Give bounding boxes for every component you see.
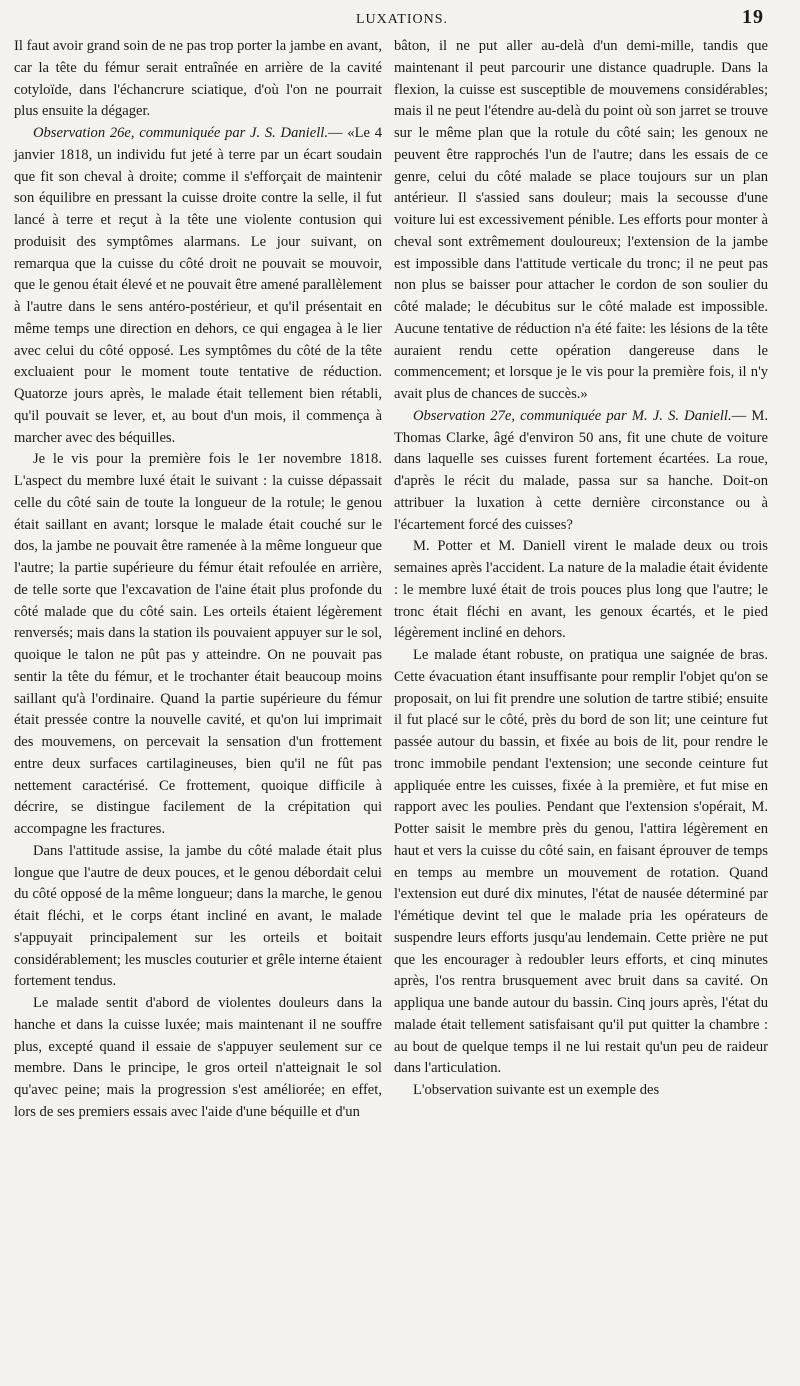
paragraph-next: L'observation suivante est un exemple des	[412, 1082, 660, 1098]
paragraph-exam: Je le vis pour la première fois le 1er novembre 1818. L'aspect du membre luxé était le suivant : la cuisse dépassait celle du côté sain de toute la longueur de la rotule; le genou était saillant en avant; lorsque le malade était couché sur le dos, la jambe ne pouvait être ramenée à la même longueur que l'autre; la partie supérieure du fémur était refoulée en arrière, de telle sorte que l'excavation de l'aine était plus profonde du côté malade que du côté sain. Les orteils étaient légèrement renversés; mais dans la station ils pouvaient appuyer sur le sol, quoique le talon ne pût pas y atteindre. On ne pouvait pas sentir la tête du fémur, et le trochanter était beaucoup moins saillant qu'à l'ordinaire. Quand la partie supérieure du fémur était pressée contre la nouvelle cavité, et qu'on lui imprimait des mouvemens, on percevait la sensation d'un frottement entre deux surfaces cartilagineuses, bien qu'il ne fût pas nettement caractérisé. Ce frottement, quoique difficile à décrire, se distingue facilement de la crépitation qui accompagne les fractures.	[14, 451, 382, 837]
observation-26-heading: Observation 26e, communiquée par J. S. Daniell.	[32, 125, 328, 141]
observation-27	[394, 406, 768, 537]
left-column	[14, 36, 382, 1124]
observation-26-body: — «Le 4 janvier 1818, un individu fut jeté à terre par un écart soudain que fit son cheval à droite; comme il s'efforçait de maintenir son équilibre en pressant la cuisse droite contre la selle, il fut lancé à terre et reçut à la tête une violente contusion qui produisit des symptômes alarmans. Le jour suivant, on remarqua que la cuisse du côté droit ne pouvait se mouvoir, que le genou était élevé et ne pouvait être amené parallèlement à l'autre dans le sens antéro-postérieur, et qu'il présentait en même temps une direction en dehors, ce qui engagea à le lier avec celui du côté opposé. Les symptômes du côté de la tête excluaient pour le moment toute tentative de réduction. Quatorze jours après, le malade était tellement bien rétabli, qu'il pouvait se lever, et, au bout d'un mois, il commença à marcher avec des béquilles.	[14, 125, 382, 446]
paragraph-pain: Le malade sentit d'abord de violentes douleurs dans la hanche et dans la cuisse luxée; mais maintenant il ne souffre plus, excepté quand il essaie de s'appuyer seulement sur ce membre. Dans le principe, le gros orteil n'atteignait le sol qu'avec peine; mais la progression s'est améliorée; en effet, lors de ses premiers essais avec l'aide d'une béquille et d'un	[14, 995, 382, 1120]
right-column	[394, 36, 768, 1102]
running-head	[40, 6, 764, 32]
paragraph-continuation: bâton, il ne put aller au-delà d'un demi-mille, tandis que maintenant il peut parcourir une distance quadruple. Dans la flexion, la cuisse est susceptible de mouvemens considérables; mais il ne peut l'étendre au-delà du point où son jarret se trouve sur le même plan que la rotule du côté sain; les genoux ne peuvent être rapprochés l'un de l'autre; dans les essais de ce genre, celui du côté malade se place toujours sur un plan antérieur. Il s'assied sans douleur; mais la secousse d'une voiture lui est excessivement pénible. Les efforts pour monter à cheval sont extrêmement douloureux; l'extension de la jambe est impossible dans l'attitude verticale du tronc; il ne peut pas non plus se baisser pour attacher le cordon de son soulier du côté malade; le décubitus sur le côté malade est impossible. Aucune tentative de réduction n'a été faite: les lésions de la tête auraient rendu cette opération dangereuse dans le commencement; et lorsque je le vis pour la première fois, il n'y avait plus de chances de succès.»	[394, 38, 768, 402]
observation-26	[14, 123, 382, 449]
observation-27-heading: Observation 27e, communiquée par M. J. S. Daniell.	[412, 407, 732, 424]
paragraph-intro: Il faut avoir grand soin de ne pas trop porter la jambe en avant, car la tête du fémur serait entraînée en arrière de la cavité cotyloïde, dans l'échancrure sciatique, d'où l'on ne pourrait plus ensuite la dégager.	[14, 38, 382, 120]
running-title: LUXATIONS.	[355, 12, 449, 27]
paragraph-attitude: Dans l'attitude assise, la jambe du côté malade était plus longue que l'autre de deux pouces, et le genou débordait celui du côté opposé de la même longueur; dans la marche, le genou était fléchi, et le corps étant incliné en avant, le malade s'appuyait principalement sur les orteils et boitait considérablement; les muscles couturier et grêle interne étaient fortement tendus.	[14, 842, 382, 990]
observation-27-body: — M. Thomas Clarke, âgé d'environ 50 ans, fit une chute de voiture dans laquelle ses cuisses furent fortement écartées. La roue, d'après le récit du malade, passa sur sa hanche. Doit-on attribuer la luxation à cette dernière circonstance ou à l'écartement forcé des cuisses?	[394, 407, 768, 533]
page-number: 19	[742, 6, 764, 28]
paragraph-treatment: Le malade étant robuste, on pratiqua une saignée de bras. Cette évacuation étant insuffisante pour remplir l'objet qu'on se proposait, on lui fit prendre une solution de tartre stibié; ensuite il fut placé sur le côté, près du bord de son lit; une ceinture fut passée autour du bassin, et fixée au bois de lit, pour rendre le tronc immobile pendant l'extension; une seconde ceinture fut appliquée entre les cuisses, fixée à la première, et fut mise en rapport avec les poulies. Pendant que l'extension s'opérait, M. Potter saisit le membre près du genou, l'attira légèrement en haut et vers la cuisse du côté sain, en faisant éprouver de temps en temps au membre un mouvement de rotation. Quand l'extension eut duré dix minutes, l'état de nausée déterminé par l'émétique devint tel que le malade pria les opérateurs de suspendre leurs efforts jusqu'au lendemain. Cette prière ne put que les encourager à redoubler leurs efforts, et cinq minutes après, l'os rentra brusquement avec bruit dans sa cavité. On appliqua une bande autour du bassin. Cinq jours après, l'état du malade était tellement satisfaisant qu'il put quitter la chambre : au bout de quelque temps il ne lui restait qu'un peu de raideur dans l'articulation.	[394, 647, 768, 1077]
paragraph-diagnosis: M. Potter et M. Daniell virent le malade deux ou trois semaines après l'accident. La nature de la maladie était évidente : le membre luxé était de trois pouces plus long que l'autre; le tronc était fléchi en avant, les genoux écartés, et le pied légèrement incliné en dehors.	[394, 538, 768, 642]
